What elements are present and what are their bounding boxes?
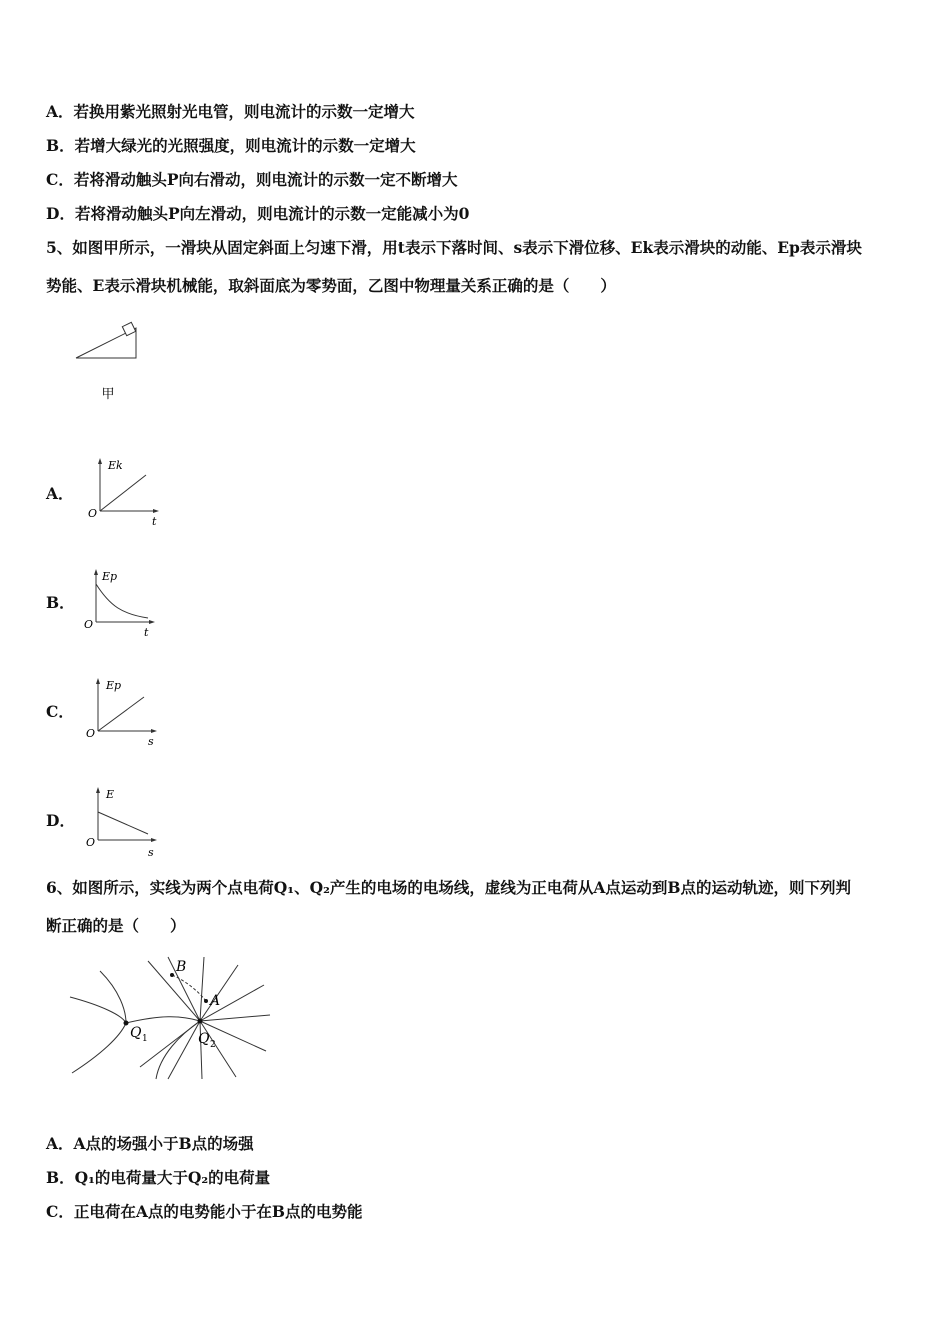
q5-graph-b xyxy=(82,566,162,641)
graph-c-curve xyxy=(98,697,144,731)
svg-text:s: s xyxy=(148,846,154,859)
point-a-dot xyxy=(204,999,208,1003)
q5-stem-line1: 5、如图甲所示，一滑块从固定斜面上匀速下滑，用t表示下落时间、s表示下滑位移、Ek表示滑块的动能、Ep表示滑块 xyxy=(46,238,862,257)
svg-text:s: s xyxy=(148,735,154,748)
q4-option-b: B．若增大绿光的光照强度，则电流计的示数一定增大 xyxy=(46,136,416,155)
svg-text:2: 2 xyxy=(210,1040,216,1050)
q6-option-a: A．A点的场强小于B点的场强 xyxy=(46,1134,254,1153)
q4-option-a: A．若换用紫光照射光电管，则电流计的示数一定增大 xyxy=(46,102,415,121)
q4-option-c: C．若将滑动触头P向右滑动，则电流计的示数一定不断增大 xyxy=(46,170,458,189)
q5-stem-line2: 势能、E表示滑块机械能，取斜面底为零势面，乙图中物理量关系正确的是（ ） xyxy=(46,276,616,295)
q5-graph-d xyxy=(84,784,164,859)
q5-graph-c xyxy=(84,675,164,750)
svg-text:E: E xyxy=(106,788,115,801)
q6-option-b: B．Q₁的电荷量大于Q₂的电荷量 xyxy=(46,1168,271,1187)
electric-field-figure xyxy=(60,955,280,1085)
label-q2: Q xyxy=(198,1031,210,1047)
label-q1: Q xyxy=(130,1025,142,1041)
q6-stem-line1: 6、如图所示，实线为两个点电荷Q₁、Q₂产生的电场的电场线，虚线为正电荷从A点运动到B点的运动轨迹，则下列判 xyxy=(46,878,851,897)
svg-text:Ep: Ep xyxy=(106,679,122,692)
charge-q1-dot xyxy=(124,1021,129,1026)
label-b: B xyxy=(176,959,187,975)
q5-graph-a xyxy=(86,455,166,530)
svg-text:Ep: Ep xyxy=(102,570,118,583)
graph-a-curve xyxy=(100,475,146,511)
svg-text:Ek: Ek xyxy=(108,459,123,472)
svg-text:1: 1 xyxy=(142,1034,148,1044)
q6-stem-line2: 断正确的是（ ） xyxy=(46,916,186,935)
q5-option-c-label: C． xyxy=(46,702,74,721)
graph-d-curve xyxy=(98,812,148,834)
q5-option-d-label: D． xyxy=(46,811,75,830)
svg-text:t: t xyxy=(144,626,149,639)
svg-text:t: t xyxy=(152,515,157,528)
q5-option-b-label: B． xyxy=(46,593,75,612)
q5-option-a-label: A． xyxy=(46,484,74,503)
q6-option-c: C．正电荷在A点的电势能小于在B点的电势能 xyxy=(46,1202,363,1221)
figure-label-jia: 甲 xyxy=(101,387,115,402)
label-a: A xyxy=(210,993,221,1009)
charge-q2-dot xyxy=(198,1019,203,1024)
graph-b-curve xyxy=(96,584,148,618)
q4-option-d: D．若将滑动触头P向左滑动，则电流计的示数一定能减小为0 xyxy=(46,204,470,223)
svg-text:O: O xyxy=(88,507,98,520)
point-b-dot xyxy=(170,973,174,977)
svg-text:O: O xyxy=(86,727,96,740)
svg-text:O: O xyxy=(84,618,94,631)
incline-figure xyxy=(70,318,150,408)
svg-text:O: O xyxy=(86,836,96,849)
